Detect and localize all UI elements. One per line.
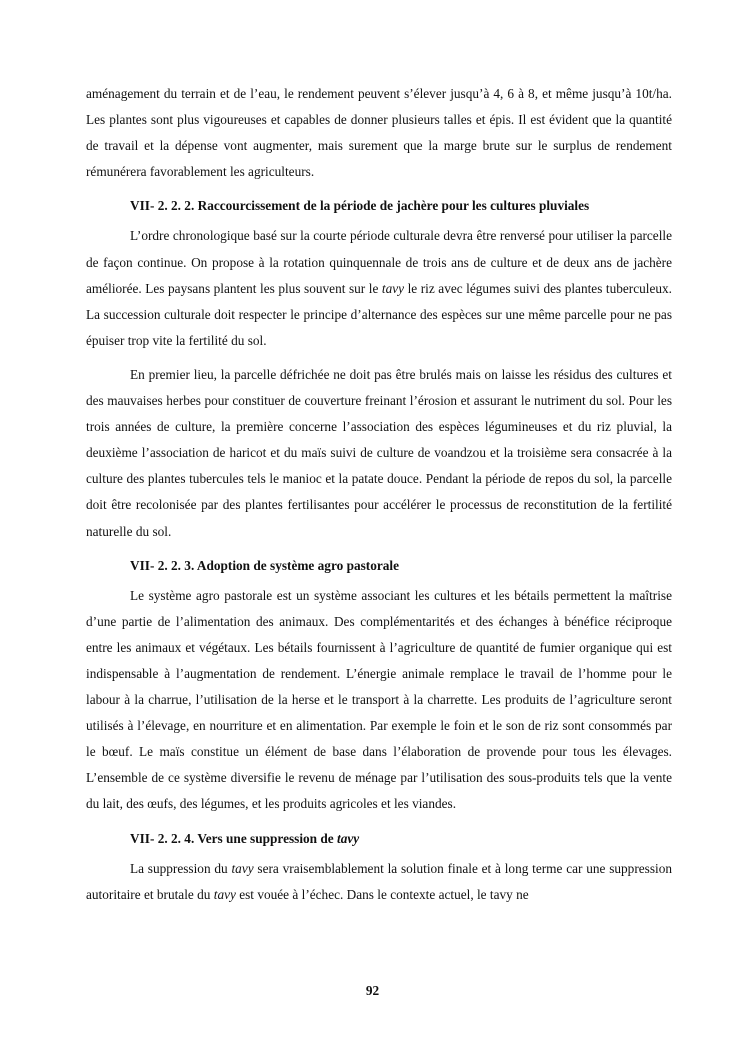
paragraph-text: est vouée à l’échec. Dans le contexte actuel, le tavy ne: [235, 886, 529, 902]
paragraph-text: le riz avec légumes suivi des plantes tuberculeux. La succession culturale doit respecter le principe d’alternance des espèces sur une même parcelle pour ne pas épuiser trop vite la fertilité du sol.: [86, 280, 672, 348]
page-number: 92: [365, 983, 380, 998]
paragraph-rotation: [86, 223, 672, 353]
section-heading-2-2-3: VII- 2. 2. 3. Adoption de système agro pastorale: [130, 557, 400, 573]
section-heading-2-2-4: [86, 826, 672, 852]
paragraph-first-place: En premier lieu, la parcelle défrichée ne doit pas être brulés mais on laisse les résidus des cultures et des mauvaises herbes pour constituer de couverture freinant l’érosion et assurant le nutriment du sol. Pour les trois années de culture, la première concerne l’association des espèces légumineuses et du riz pluvial, la deuxième l’association de haricot et du maïs suivi de culture de voandzou et la troisième sera consacrée à la culture des plantes tubercules tels le manioc et la patate douce. Pendant la période de repos du sol, la parcelle doit être recolonisée par des plantes fertilisantes pour accélérer le processus de reconstitution de la fertilité naturelle du sol.: [86, 366, 672, 539]
paragraph-continuation: aménagement du terrain et de l’eau, le rendement peuvent s’élever jusqu’à 4, 6 à 8, et même jusqu’à 10t/ha. Les plantes sont plus vigoureuses et capables de donner plusieurs talles et épis. Il est évident que la quantité de travail et la dépense vont augmenter, mais surement que la marge brute sur le surplus de rendement rémunérera favorablement les agriculteurs.: [86, 86, 672, 180]
emphasis-tavy: tavy: [381, 280, 405, 296]
paragraph-text: La suppression du: [130, 860, 232, 876]
heading-text: VII- 2. 2. 4. Vers une suppression de: [130, 830, 338, 846]
section-heading-2-2-2: VII- 2. 2. 2. Raccourcissement de la période de jachère pour les cultures pluviales: [130, 198, 590, 214]
paragraph-text: sera vraisemblablement la solution finale et à long terme car une suppression autoritaire et brutale du: [86, 860, 672, 902]
emphasis-tavy: tavy: [337, 830, 360, 846]
paragraph-agro-pastoral: Le système agro pastorale est un système associant les cultures et les bétails permettent la maîtrise d’une partie de l’alimentation des animaux. Des complémentarités et des échanges à bénéfice réciproque entre les animaux et végétaux. Les bétails fournissent à l’agriculture de quantité de fumier organique qui est indispensable à l’augmentation de rendement. L’énergie animale remplace le travail de l’homme pour le labour à la charrue, l’utilisation de la herse et le transport à la charrette. Les produits de l’agriculture seront utilisés à l’élevage, en nourriture et en alimentation. Par exemple le foin et le son de riz sont consommés par le bœuf. Le maïs constitue un élément de base dans l’élaboration de provende pour tous les élevages. L’ensemble de ce système diversifie le revenu de ménage par l’utilisation des sous-produits tels que la vente du lait, des œufs, des légumes, et les produits agricoles et les viandes.: [86, 587, 672, 812]
paragraph-suppression: [86, 856, 672, 908]
paragraph-text: L’ordre chronologique basé sur la courte période culturale devra être renversé pour utiliser la parcelle de façon continue. On propose à la rotation quinquennale de trois ans de culture et de deux ans de jachère améliorée. Les paysans plantent les plus souvent sur le: [86, 228, 672, 296]
document-body: [86, 81, 672, 916]
emphasis-tavy: tavy: [213, 886, 236, 902]
emphasis-tavy: tavy: [231, 860, 254, 876]
